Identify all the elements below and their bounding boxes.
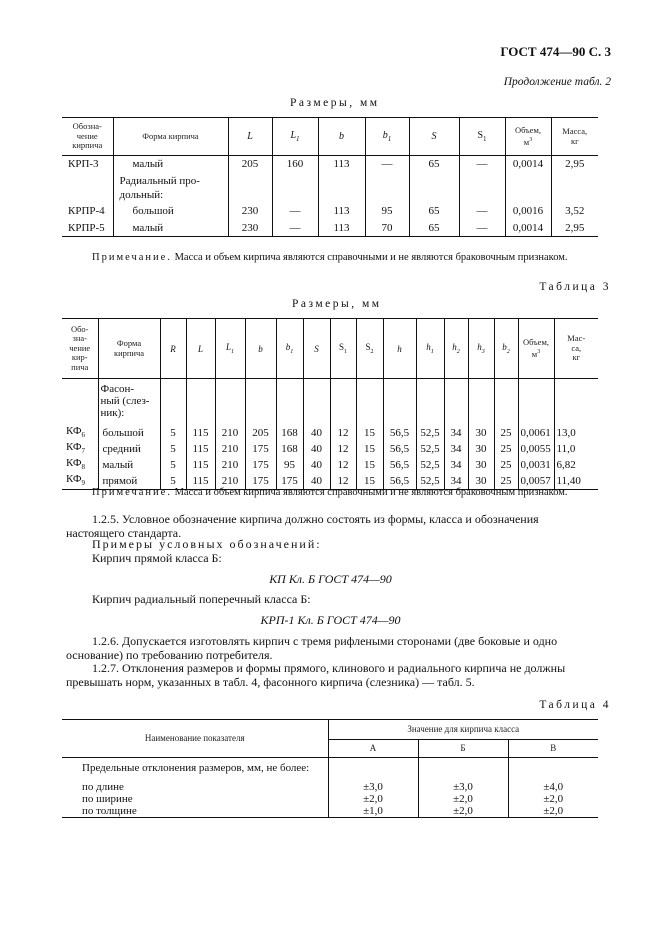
t3-cell-1-6: 168 [276,441,303,457]
t3-cell-1-8: 12 [330,441,356,457]
t3-cell-2-12: 34 [444,457,468,473]
t3-group-cell-11 [416,379,444,425]
t2-cell-3-8: 0,0014 [505,220,551,237]
t3-cell-2-10: 56,5 [383,457,416,473]
t3-group-cell-8 [330,379,356,425]
t2-head-L1: $L_1$ [272,118,318,156]
t3-cell-0-9: 15 [356,425,383,441]
t3-cell-0-8: 12 [330,425,356,441]
paragraph-1-2-5: 1.2.5. Условное обозначение кирпича должно состоять из формы, класса и обозначения настоящего стандарта. [66,512,539,540]
t3-cell-3-3: 115 [186,473,215,490]
example-1-label: Кирпич прямой класса Б: [92,551,222,565]
t2-cell-1-4 [318,173,365,203]
table-row [62,425,598,441]
t2-cell-1-5 [365,173,409,203]
t2-cell-1-0 [62,173,113,203]
t2-cell-0-2: 205 [228,156,272,173]
t3-cell-2-16: 6,82 [554,457,598,473]
t4-value-2-1: ±2,0 [418,805,508,818]
t3-cell-3-13: 30 [468,473,494,490]
t3-cell-3-7: 40 [303,473,330,490]
t2-cell-3-3: — [272,220,318,237]
t4-value-2-0: ±1,0 [328,805,418,818]
t3-cell-2-6: 95 [276,457,303,473]
t3-cell-3-4: 210 [215,473,245,490]
t3-head-L1: $L_1$ [215,319,245,379]
t2-cell-0-5: — [365,156,409,173]
t2-cell-2-1: большой [113,203,228,220]
t3-group-cell-2 [160,379,186,425]
t3-cell-2-7: 40 [303,457,330,473]
t3-cell-0-15: 0,0061 [518,425,554,441]
t3-cell-0-10: 56,5 [383,425,416,441]
t2-head-shape: Форма кирпича [113,118,228,156]
t2-head-b1: $b_1$ [365,118,409,156]
t3-cell-0-11: 52,5 [416,425,444,441]
table-row [62,805,598,818]
t3-cell-1-12: 34 [444,441,468,457]
t3-cell-0-5: 205 [245,425,276,441]
t3-cell-0-4: 210 [215,425,245,441]
t4-head-class-b: Б [418,740,508,758]
example-1-code: КП Кл. Б ГОСТ 474—90 [269,572,392,586]
table2-caption: Размеры, мм [290,97,380,109]
t4-head-group: Значение для кирпича класса [328,720,598,740]
t2-head-designation: Обозна- чение кирпича [62,118,113,156]
t2-cell-0-1: малый [113,156,228,173]
t2-cell-0-9: 2,95 [551,156,598,173]
t2-cell-1-6 [409,173,459,203]
table-row [62,457,598,473]
t3-group-cell-0 [62,379,98,425]
t3-cell-0-1: большой [98,425,160,441]
table-continuation-label: Продолжение табл. 2 [503,76,611,88]
t2-cell-3-2: 230 [228,220,272,237]
t3-cell-0-12: 34 [444,425,468,441]
t3-group-cell-14 [494,379,518,425]
paragraph-1-2-7: 1.2.7. Отклонения размеров и формы прямого, клинового и радиального кирпича не должны превышать норм, указанных в табл. 4, фасонного кирпича (слезника) — табл. 5. [66,661,566,689]
t3-group-cell-7 [303,379,330,425]
t3-cell-3-1: прямой [98,473,160,490]
t3-cell-3-10: 56,5 [383,473,416,490]
t4-row-label-2: по толщине [62,805,328,818]
t2-cell-2-9: 3,52 [551,203,598,220]
t3-group-cell-15 [518,379,554,425]
t2-head-mass: Масса, кг [551,118,598,156]
t3-cell-2-13: 30 [468,457,494,473]
note-2-label: Примечание. [92,487,172,498]
t3-cell-3-8: 12 [330,473,356,490]
t3-cell-1-15: 0,0055 [518,441,554,457]
t3-group-cell-13 [468,379,494,425]
t3-head-R: R [160,319,186,379]
t2-cell-3-5: 70 [365,220,409,237]
t3-cell-0-16: 13,0 [554,425,598,441]
t2-cell-3-1: малый [113,220,228,237]
t4-head-class-v: В [508,740,598,758]
t3-designation-sub: 8 [81,463,86,472]
t4-head-class-a: А [328,740,418,758]
t4-group-row: Предельные отклонения размеров, мм, не более: [82,761,310,774]
t3-designation-sub: 6 [81,430,86,439]
t3-cell-2-1: малый [98,457,160,473]
t2-cell-1-9 [551,173,598,203]
examples-heading: Примеры условных обозначений: [92,537,322,551]
t3-designation-sub: 7 [81,446,86,455]
t2-cell-1-7 [459,173,505,203]
t3-cell-1-0 [62,441,98,457]
t3-cell-3-2: 5 [160,473,186,490]
t3-cell-2-2: 5 [160,457,186,473]
t3-cell-0-6: 168 [276,425,303,441]
t2-cell-1-3 [272,173,318,203]
t3-cell-0-3: 115 [186,425,215,441]
t3-designation: КФ [66,424,82,437]
t3-designation: КФ [66,440,82,453]
t3-cell-1-13: 30 [468,441,494,457]
t3-cell-1-16: 11,0 [554,441,598,457]
t4-head-indicator: Наименование показателя [62,720,328,758]
t2-cell-3-6: 65 [409,220,459,237]
t4-value-1-2: ±2,0 [508,793,598,806]
t2-cell-2-4: 113 [318,203,365,220]
table3-title: Таблица 3 [539,281,611,293]
t3-cell-3-6: 175 [276,473,303,490]
table-row [62,778,598,793]
t4-value-1-1: ±2,0 [418,793,508,806]
t3-head-b1: $b_1$ [276,319,303,379]
t3-head-volume: Объем, $м^3$ [518,319,554,379]
t3-head-mass: Мас- са, кг [554,319,598,379]
t4-row-label-1: по ширине [82,792,133,805]
t3-cell-3-16: 11,40 [554,473,598,490]
t3-head-h: h [383,319,416,379]
t3-cell-3-15: 0,0057 [518,473,554,490]
t2-cell-0-3: 160 [272,156,318,173]
t3-cell-3-5: 175 [245,473,276,490]
t2-head-b: b [318,118,365,156]
t2-cell-0-7: — [459,156,505,173]
t3-cell-1-2: 5 [160,441,186,457]
t3-cell-2-4: 210 [215,457,245,473]
table4-title: Таблица 4 [539,699,611,711]
note-1 [92,252,568,263]
t2-cell-3-0: КРПР-5 [62,220,113,237]
t3-cell-1-7: 40 [303,441,330,457]
t3-head-designation: Обо- зна- чение кир- пича [62,319,98,379]
note-2 [92,487,568,498]
t3-cell-1-4: 210 [215,441,245,457]
t3-group-cell-10 [383,379,416,425]
t2-cell-0-4: 113 [318,156,365,173]
t3-head-b2: $b_2$ [494,319,518,379]
t3-cell-2-5: 175 [245,457,276,473]
table-3 [62,318,598,490]
t3-cell-1-3: 115 [186,441,215,457]
t3-cell-1-11: 52,5 [416,441,444,457]
t3-cell-2-8: 12 [330,457,356,473]
page-header: ГОСТ 474—90 С. 3 [500,44,611,59]
t3-cell-1-5: 175 [245,441,276,457]
t2-cell-2-2: 230 [228,203,272,220]
t3-cell-1-10: 56,5 [383,441,416,457]
table-row [62,441,598,457]
t3-cell-0-2: 5 [160,425,186,441]
t2-cell-0-6: 65 [409,156,459,173]
t4-value-0-1: ±3,0 [418,778,508,793]
t3-head-S: S [303,319,330,379]
example-2-code: КРП-1 Кл. Б ГОСТ 474—90 [260,613,401,627]
t3-cell-2-0 [62,457,98,473]
t3-head-S2: $S_2$ [356,319,383,379]
t3-cell-2-11: 52,5 [416,457,444,473]
t3-group-cell-1: Фасон- ный (слез- ник): [98,379,160,425]
t3-cell-0-14: 25 [494,425,518,441]
t3-group-cell-3 [186,379,215,425]
t4-value-2-2: ±2,0 [508,805,598,818]
t3-cell-3-11: 52,5 [416,473,444,490]
t3-cell-0-13: 30 [468,425,494,441]
t4-value-1-0: ±2,0 [328,793,418,806]
note-1-label: Примечание. [92,252,172,263]
table-row [62,793,598,806]
t3-cell-0-0 [62,425,98,441]
t3-head-shape: Форма кирпича [98,319,160,379]
t2-cell-3-9: 2,95 [551,220,598,237]
t2-cell-2-0: КРПР-4 [68,205,105,217]
t2-head-S1: $S_1$ [459,118,505,156]
table-row [62,156,598,173]
t3-cell-0-7: 40 [303,425,330,441]
t3-group-cell-9 [356,379,383,425]
t3-cell-2-14: 25 [494,457,518,473]
t3-group-cell-6 [276,379,303,425]
t2-cell-0-8: 0,0014 [505,156,551,173]
t3-head-h2: $h_2$ [444,319,468,379]
t3-cell-2-15: 0,0031 [518,457,554,473]
t2-cell-2-6: 65 [409,203,459,220]
t2-cell-3-7: — [459,220,505,237]
t2-cell-0-0: КРП-3 [68,158,99,171]
t2-head-S: S [409,118,459,156]
t3-cell-1-9: 15 [356,441,383,457]
example-2-label: Кирпич радиальный поперечный класса Б: [92,592,311,606]
note-2-text: Масса и объем кирпича являются справочными и не являются браковочным признаком. [174,487,568,498]
table-row [62,220,598,237]
t3-head-b: b [245,319,276,379]
t3-head-h1: $h_1$ [416,319,444,379]
t4-value-0-2: ±4,0 [508,778,598,793]
t3-cell-3-14: 25 [494,473,518,490]
table3-caption: Размеры, мм [292,298,382,310]
t3-group-cell-4 [215,379,245,425]
t3-cell-1-1: средний [98,441,160,457]
t3-group-cell-5 [245,379,276,425]
t2-cell-2-3: — [272,203,318,220]
t3-head-h3: $h_3$ [468,319,494,379]
t3-cell-3-9: 15 [356,473,383,490]
t2-cell-1-8 [505,173,551,203]
t3-head-L: L [186,319,215,379]
t3-head-S1: $S_1$ [330,319,356,379]
t2-cell-2-7: — [459,203,505,220]
t3-cell-2-9: 15 [356,457,383,473]
note-1-text: Масса и объем кирпича являются справочными и не являются браковочным признаком. [174,252,568,263]
t3-cell-3-12: 34 [444,473,468,490]
table-row [62,203,598,220]
t2-cell-3-4: 113 [318,220,365,237]
table-row [62,173,598,203]
t4-value-0-0: ±3,0 [328,778,418,793]
t2-cell-2-8: 0,0016 [505,203,551,220]
t4-row-label-0: по длине [82,780,124,793]
table-4 [62,719,598,818]
t3-cell-1-14: 25 [494,441,518,457]
t3-designation-sub: 9 [81,479,86,488]
t3-cell-2-3: 115 [186,457,215,473]
t3-group-cell-12 [444,379,468,425]
t2-cell-1-2 [228,173,272,203]
t3-designation: КФ [66,473,82,486]
table-2 [62,117,598,237]
t2-cell-1-1: Радиальный про- дольный: [113,173,228,203]
t3-designation: КФ [66,456,82,469]
t2-cell-2-5: 95 [365,203,409,220]
t3-group-cell-16 [554,379,598,425]
t2-head-L: L [228,118,272,156]
paragraph-1-2-6: 1.2.6. Допускается изготовлять кирпич с тремя рифлеными сторонами (две боковые и одно основание) по требованию потребителя. [66,634,558,662]
table-row [62,379,598,425]
t2-head-volume: Объем, $м^3$ [505,118,551,156]
